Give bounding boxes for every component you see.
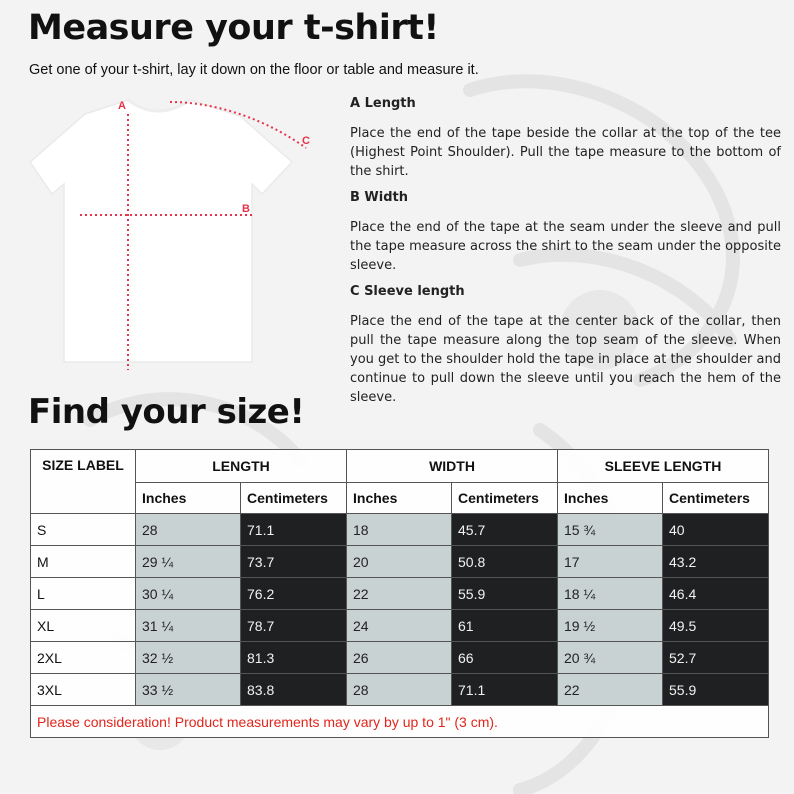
table-row xyxy=(31,642,769,674)
size-label-cell: XL xyxy=(31,610,136,642)
table-row xyxy=(31,610,769,642)
table-row xyxy=(31,674,769,706)
length-inches-cell: 30 ¼ xyxy=(136,578,241,610)
length-group-header: LENGTH xyxy=(136,450,347,483)
length-cm-cell: 81.3 xyxy=(241,642,347,674)
size-label-cell: 3XL xyxy=(31,674,136,706)
sleeve-cm-cell: 55.9 xyxy=(663,674,769,706)
marker-c: C xyxy=(302,135,310,147)
length-cm-cell: 78.7 xyxy=(241,610,347,642)
table-row xyxy=(31,546,769,578)
unit-header: Inches xyxy=(558,483,663,514)
measurement-note: Please consideration! Product measurements may vary by up to 1" (3 cm). xyxy=(31,706,769,738)
tshirt-measurement-diagram xyxy=(30,92,340,382)
size-label-cell: S xyxy=(31,514,136,546)
sleeve-inches-cell: 20 ¾ xyxy=(558,642,663,674)
size-section-title: Find your size! xyxy=(28,392,305,432)
width-cm-cell: 45.7 xyxy=(452,514,558,546)
width-inches-cell: 26 xyxy=(347,642,452,674)
page-title: Measure your t-shirt! xyxy=(28,8,439,48)
width-cm-cell: 66 xyxy=(452,642,558,674)
sleeve-inches-cell: 17 xyxy=(558,546,663,578)
sleeve-inches-cell: 18 ¼ xyxy=(558,578,663,610)
width-inches-cell: 28 xyxy=(347,674,452,706)
length-heading: A Length xyxy=(350,96,416,111)
length-inches-cell: 31 ¼ xyxy=(136,610,241,642)
size-label-header: SIZE LABEL xyxy=(31,450,136,514)
sleeve-group-header: SLEEVE LENGTH xyxy=(558,450,769,483)
unit-header: Centimeters xyxy=(452,483,558,514)
sleeve-cm-cell: 46.4 xyxy=(663,578,769,610)
sleeve-cm-cell: 40 xyxy=(663,514,769,546)
table-row xyxy=(31,514,769,546)
sleeve-cm-cell: 52.7 xyxy=(663,642,769,674)
size-label-cell: L xyxy=(31,578,136,610)
sleeve-cm-cell: 43.2 xyxy=(663,546,769,578)
width-cm-cell: 61 xyxy=(452,610,558,642)
unit-header: Inches xyxy=(136,483,241,514)
length-inches-cell: 33 ½ xyxy=(136,674,241,706)
length-inches-cell: 29 ¼ xyxy=(136,546,241,578)
length-inches-cell: 28 xyxy=(136,514,241,546)
length-cm-cell: 76.2 xyxy=(241,578,347,610)
width-inches-cell: 24 xyxy=(347,610,452,642)
sleeve-inches-cell: 22 xyxy=(558,674,663,706)
width-text: Place the end of the tape at the seam under the sleeve and pull the tape measure across the shirt to the seam under the opposite sleeve. xyxy=(350,220,781,273)
size-label-cell: 2XL xyxy=(31,642,136,674)
sleeve-inches-cell: 15 ¾ xyxy=(558,514,663,546)
sleeve-heading: C Sleeve length xyxy=(350,284,465,299)
measurement-instructions xyxy=(350,95,781,415)
length-cm-cell: 83.8 xyxy=(241,674,347,706)
unit-header: Inches xyxy=(347,483,452,514)
width-cm-cell: 50.8 xyxy=(452,546,558,578)
width-cm-cell: 71.1 xyxy=(452,674,558,706)
length-text: Place the end of the tape beside the collar at the top of the tee (Highest Point Shoulder). Pull the tape measure to the bottom of the shirt. xyxy=(350,126,781,179)
width-heading: B Width xyxy=(350,190,409,205)
width-inches-cell: 20 xyxy=(347,546,452,578)
width-cm-cell: 55.9 xyxy=(452,578,558,610)
note-row xyxy=(31,706,769,738)
marker-b: B xyxy=(242,203,250,215)
size-label-cell: M xyxy=(31,546,136,578)
sleeve-cm-cell: 49.5 xyxy=(663,610,769,642)
width-inches-cell: 18 xyxy=(347,514,452,546)
length-inches-cell: 32 ½ xyxy=(136,642,241,674)
page-subtitle: Get one of your t-shirt, lay it down on the floor or table and measure it. xyxy=(29,62,479,78)
unit-header: Centimeters xyxy=(241,483,347,514)
size-chart-table xyxy=(30,449,769,738)
sleeve-inches-cell: 19 ½ xyxy=(558,610,663,642)
tshirt-shape xyxy=(30,100,292,362)
table-row xyxy=(31,578,769,610)
width-group-header: WIDTH xyxy=(347,450,558,483)
width-inches-cell: 22 xyxy=(347,578,452,610)
marker-a: A xyxy=(118,100,126,112)
length-cm-cell: 71.1 xyxy=(241,514,347,546)
sleeve-text: Place the end of the tape at the center back of the collar, then pull the tape measure along the top seam of the sleeve. When you get to the shoulder hold the tape in place at the shoulder and continue to pull down the sleeve until you reach the hem of the sleeve. xyxy=(350,314,781,405)
unit-header: Centimeters xyxy=(663,483,769,514)
length-cm-cell: 73.7 xyxy=(241,546,347,578)
